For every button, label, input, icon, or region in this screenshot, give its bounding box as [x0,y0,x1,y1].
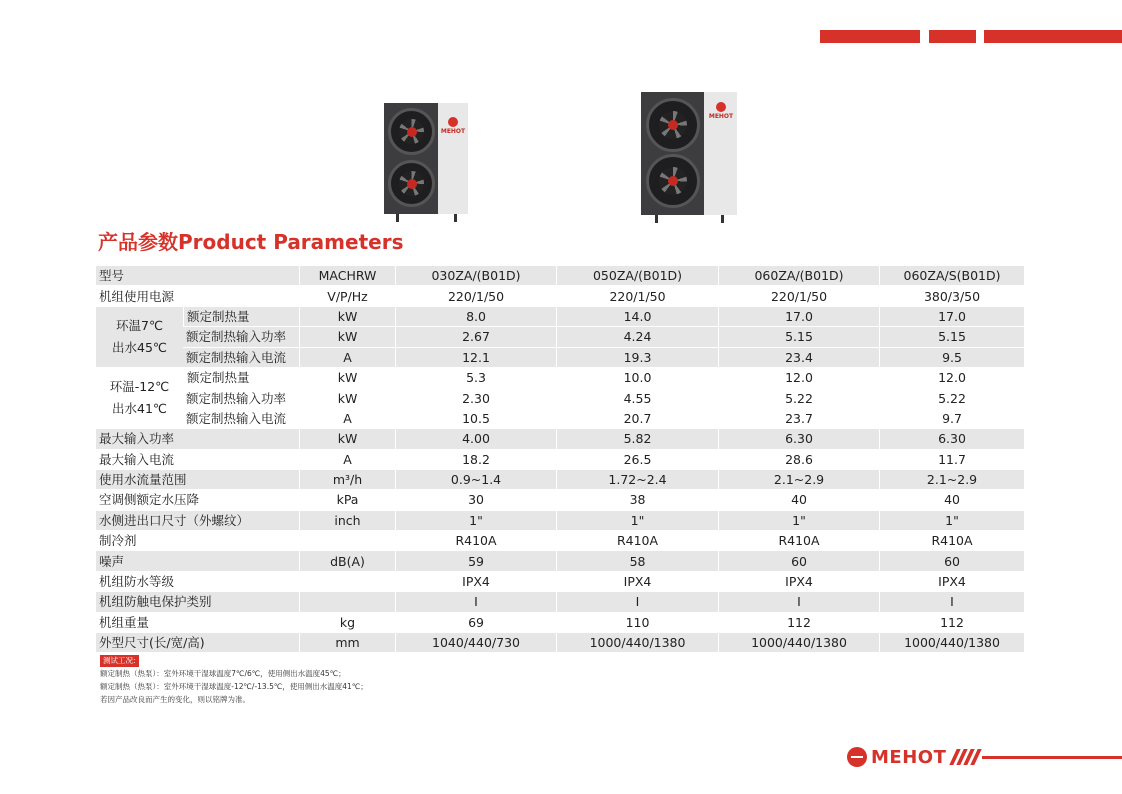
top-accent-bar-2 [929,30,976,43]
cell-value: 5.15 [718,327,879,347]
row-unit [299,531,395,551]
cell-value: 11.7 [879,450,1024,470]
cell-value: 5.15 [879,327,1024,347]
cell-value: 5.22 [718,388,879,408]
cell-value: 23.7 [718,409,879,429]
table-header-row [96,266,1024,286]
stripes-icon [950,749,978,765]
model-header: 050ZA/(B01D) [556,266,718,286]
cell-value: 6.30 [718,429,879,449]
cell-value: 4.24 [556,327,718,347]
row-label: 机组重量 [96,613,299,633]
cell-value: 220/1/50 [718,286,879,306]
table-row [96,470,1024,490]
table-row [96,633,1024,653]
cell-value: 0.9~1.4 [395,470,556,490]
model-label: 型号 [96,266,299,286]
cell-value: 17.0 [718,307,879,327]
row-label: 机组防触电保护类别 [96,592,299,612]
cell-value: 110 [556,613,718,633]
cell-value: 2.67 [395,327,556,347]
cell-value: 1" [556,511,718,531]
row-label: 额定制热输入功率 [183,327,299,347]
cell-value: IPX4 [556,572,718,592]
top-accent-bar-3 [984,30,1122,43]
table-row [96,531,1024,551]
cell-value: 5.82 [556,429,718,449]
cell-value: I [556,592,718,612]
cell-value: 30 [395,490,556,510]
row-unit: kW [299,388,395,408]
cell-value: 8.0 [395,307,556,327]
table-row [96,307,1024,327]
model-header: 060ZA/S(B01D) [879,266,1024,286]
brand-wordmark: MEHOT [871,746,947,768]
cell-value: R410A [395,531,556,551]
cell-value: 23.4 [718,348,879,368]
row-unit: kPa [299,490,395,510]
cell-value: 1" [879,511,1024,531]
row-label: 额定制热输入电流 [183,348,299,368]
table-row [96,388,1024,408]
cell-value: 6.30 [879,429,1024,449]
row-label: 额定制热量 [183,368,299,388]
model-header: 030ZA/(B01D) [395,266,556,286]
condition-group-label: 环温7℃ 出水45℃ [96,307,183,368]
table-row [96,551,1024,571]
cell-value: 10.0 [556,368,718,388]
cell-value: 220/1/50 [556,286,718,306]
cell-value: 12.0 [718,368,879,388]
cell-value: 112 [718,613,879,633]
cell-value: 9.5 [879,348,1024,368]
cell-value: 380/3/50 [879,286,1024,306]
table-row [96,368,1024,388]
row-label: 制冷剂 [96,531,299,551]
row-unit: m³/h [299,470,395,490]
row-unit: A [299,348,395,368]
row-label: 使用水流量范围 [96,470,299,490]
cell-value: 1000/440/1380 [879,633,1024,653]
row-label: 空调侧额定水压降 [96,490,299,510]
cell-value: 2.1~2.9 [718,470,879,490]
cell-value: 9.7 [879,409,1024,429]
cell-value: 26.5 [556,450,718,470]
cell-value: 1.72~2.4 [556,470,718,490]
product-parameters-table [96,266,1024,653]
table-row [96,286,1024,306]
cell-value: 60 [718,551,879,571]
table-row [96,327,1024,347]
row-unit: A [299,409,395,429]
cell-value: 18.2 [395,450,556,470]
row-label: 机组使用电源 [96,286,299,306]
table-row [96,572,1024,592]
cell-value: 1000/440/1380 [556,633,718,653]
cell-value: 2.1~2.9 [879,470,1024,490]
cell-value: 1" [718,511,879,531]
table-row [96,490,1024,510]
unit-brand-label: MEHOT [705,102,737,120]
row-label: 额定制热量 [183,307,299,327]
footer-accent-line [982,756,1122,759]
cell-value: 14.0 [556,307,718,327]
row-label: 额定制热输入功率 [183,388,299,408]
cell-value: 28.6 [718,450,879,470]
row-unit: V/P/Hz [299,286,395,306]
test-conditions-notes [100,654,368,706]
row-unit: kW [299,368,395,388]
brand-logo [847,746,1122,768]
cell-value: 4.55 [556,388,718,408]
cell-value: R410A [718,531,879,551]
table-row [96,613,1024,633]
cell-value: 5.3 [395,368,556,388]
cell-value: 10.5 [395,409,556,429]
cell-value: 12.0 [879,368,1024,388]
row-label: 水侧进出口尺寸（外螺纹） [96,511,299,531]
brand-mark-icon [847,747,867,767]
row-label: 机组防水等级 [96,572,299,592]
row-unit: kg [299,613,395,633]
cell-value: 2.30 [395,388,556,408]
table-row [96,592,1024,612]
cell-value: 40 [879,490,1024,510]
cell-value: 5.22 [879,388,1024,408]
model-code: MACHRW [299,266,395,286]
cell-value: IPX4 [879,572,1024,592]
row-unit: kW [299,429,395,449]
cell-value: 1000/440/1380 [718,633,879,653]
cell-value: 40 [718,490,879,510]
cell-value: 1" [395,511,556,531]
row-label: 最大输入电流 [96,450,299,470]
cell-value: 38 [556,490,718,510]
row-label: 最大输入功率 [96,429,299,449]
cell-value: 17.0 [879,307,1024,327]
product-image-small-unit [384,103,468,214]
table-row [96,429,1024,449]
cell-value: 4.00 [395,429,556,449]
table-row [96,450,1024,470]
row-unit: dB(A) [299,551,395,571]
row-label: 额定制热输入电流 [183,409,299,429]
cell-value: 58 [556,551,718,571]
cell-value: R410A [556,531,718,551]
cell-value: IPX4 [395,572,556,592]
cell-value: 59 [395,551,556,571]
table-row [96,348,1024,368]
cell-value: R410A [879,531,1024,551]
row-unit: kW [299,327,395,347]
cell-value: 60 [879,551,1024,571]
product-image-large-unit [641,92,737,215]
cell-value: I [395,592,556,612]
row-unit: mm [299,633,395,653]
note-line: 额定制热（热泵）：室外环境干湿球温度7℃/6℃，使用侧出水温度45℃； [100,669,346,678]
condition-group-label: 环温-12℃ 出水41℃ [96,368,183,429]
cell-value: 69 [395,613,556,633]
test-conditions-tag: 测试工况: [100,655,139,667]
cell-value: 20.7 [556,409,718,429]
row-label: 外型尺寸(长/宽/高) [96,633,299,653]
cell-value: I [718,592,879,612]
cell-value: 19.3 [556,348,718,368]
row-unit [299,572,395,592]
note-line: 额定制热（热泵）：室外环境干湿球温度-12℃/-13.5℃，使用侧出水温度41℃； [100,682,368,691]
row-unit: A [299,450,395,470]
unit-brand-label: MEHOT [439,117,467,135]
top-accent-bar-1 [820,30,920,43]
table-row [96,511,1024,531]
model-header: 060ZA/(B01D) [718,266,879,286]
cell-value: 220/1/50 [395,286,556,306]
row-unit: kW [299,307,395,327]
cell-value: 12.1 [395,348,556,368]
cell-value: 1040/440/730 [395,633,556,653]
cell-value: I [879,592,1024,612]
row-label: 噪声 [96,551,299,571]
page-title: 产品参数Product Parameters [98,230,404,254]
row-unit: inch [299,511,395,531]
table-row [96,409,1024,429]
cell-value: IPX4 [718,572,879,592]
cell-value: 112 [879,613,1024,633]
row-unit [299,592,395,612]
note-line: 若因产品改良而产生的变化，则以铭牌为准。 [100,695,250,704]
